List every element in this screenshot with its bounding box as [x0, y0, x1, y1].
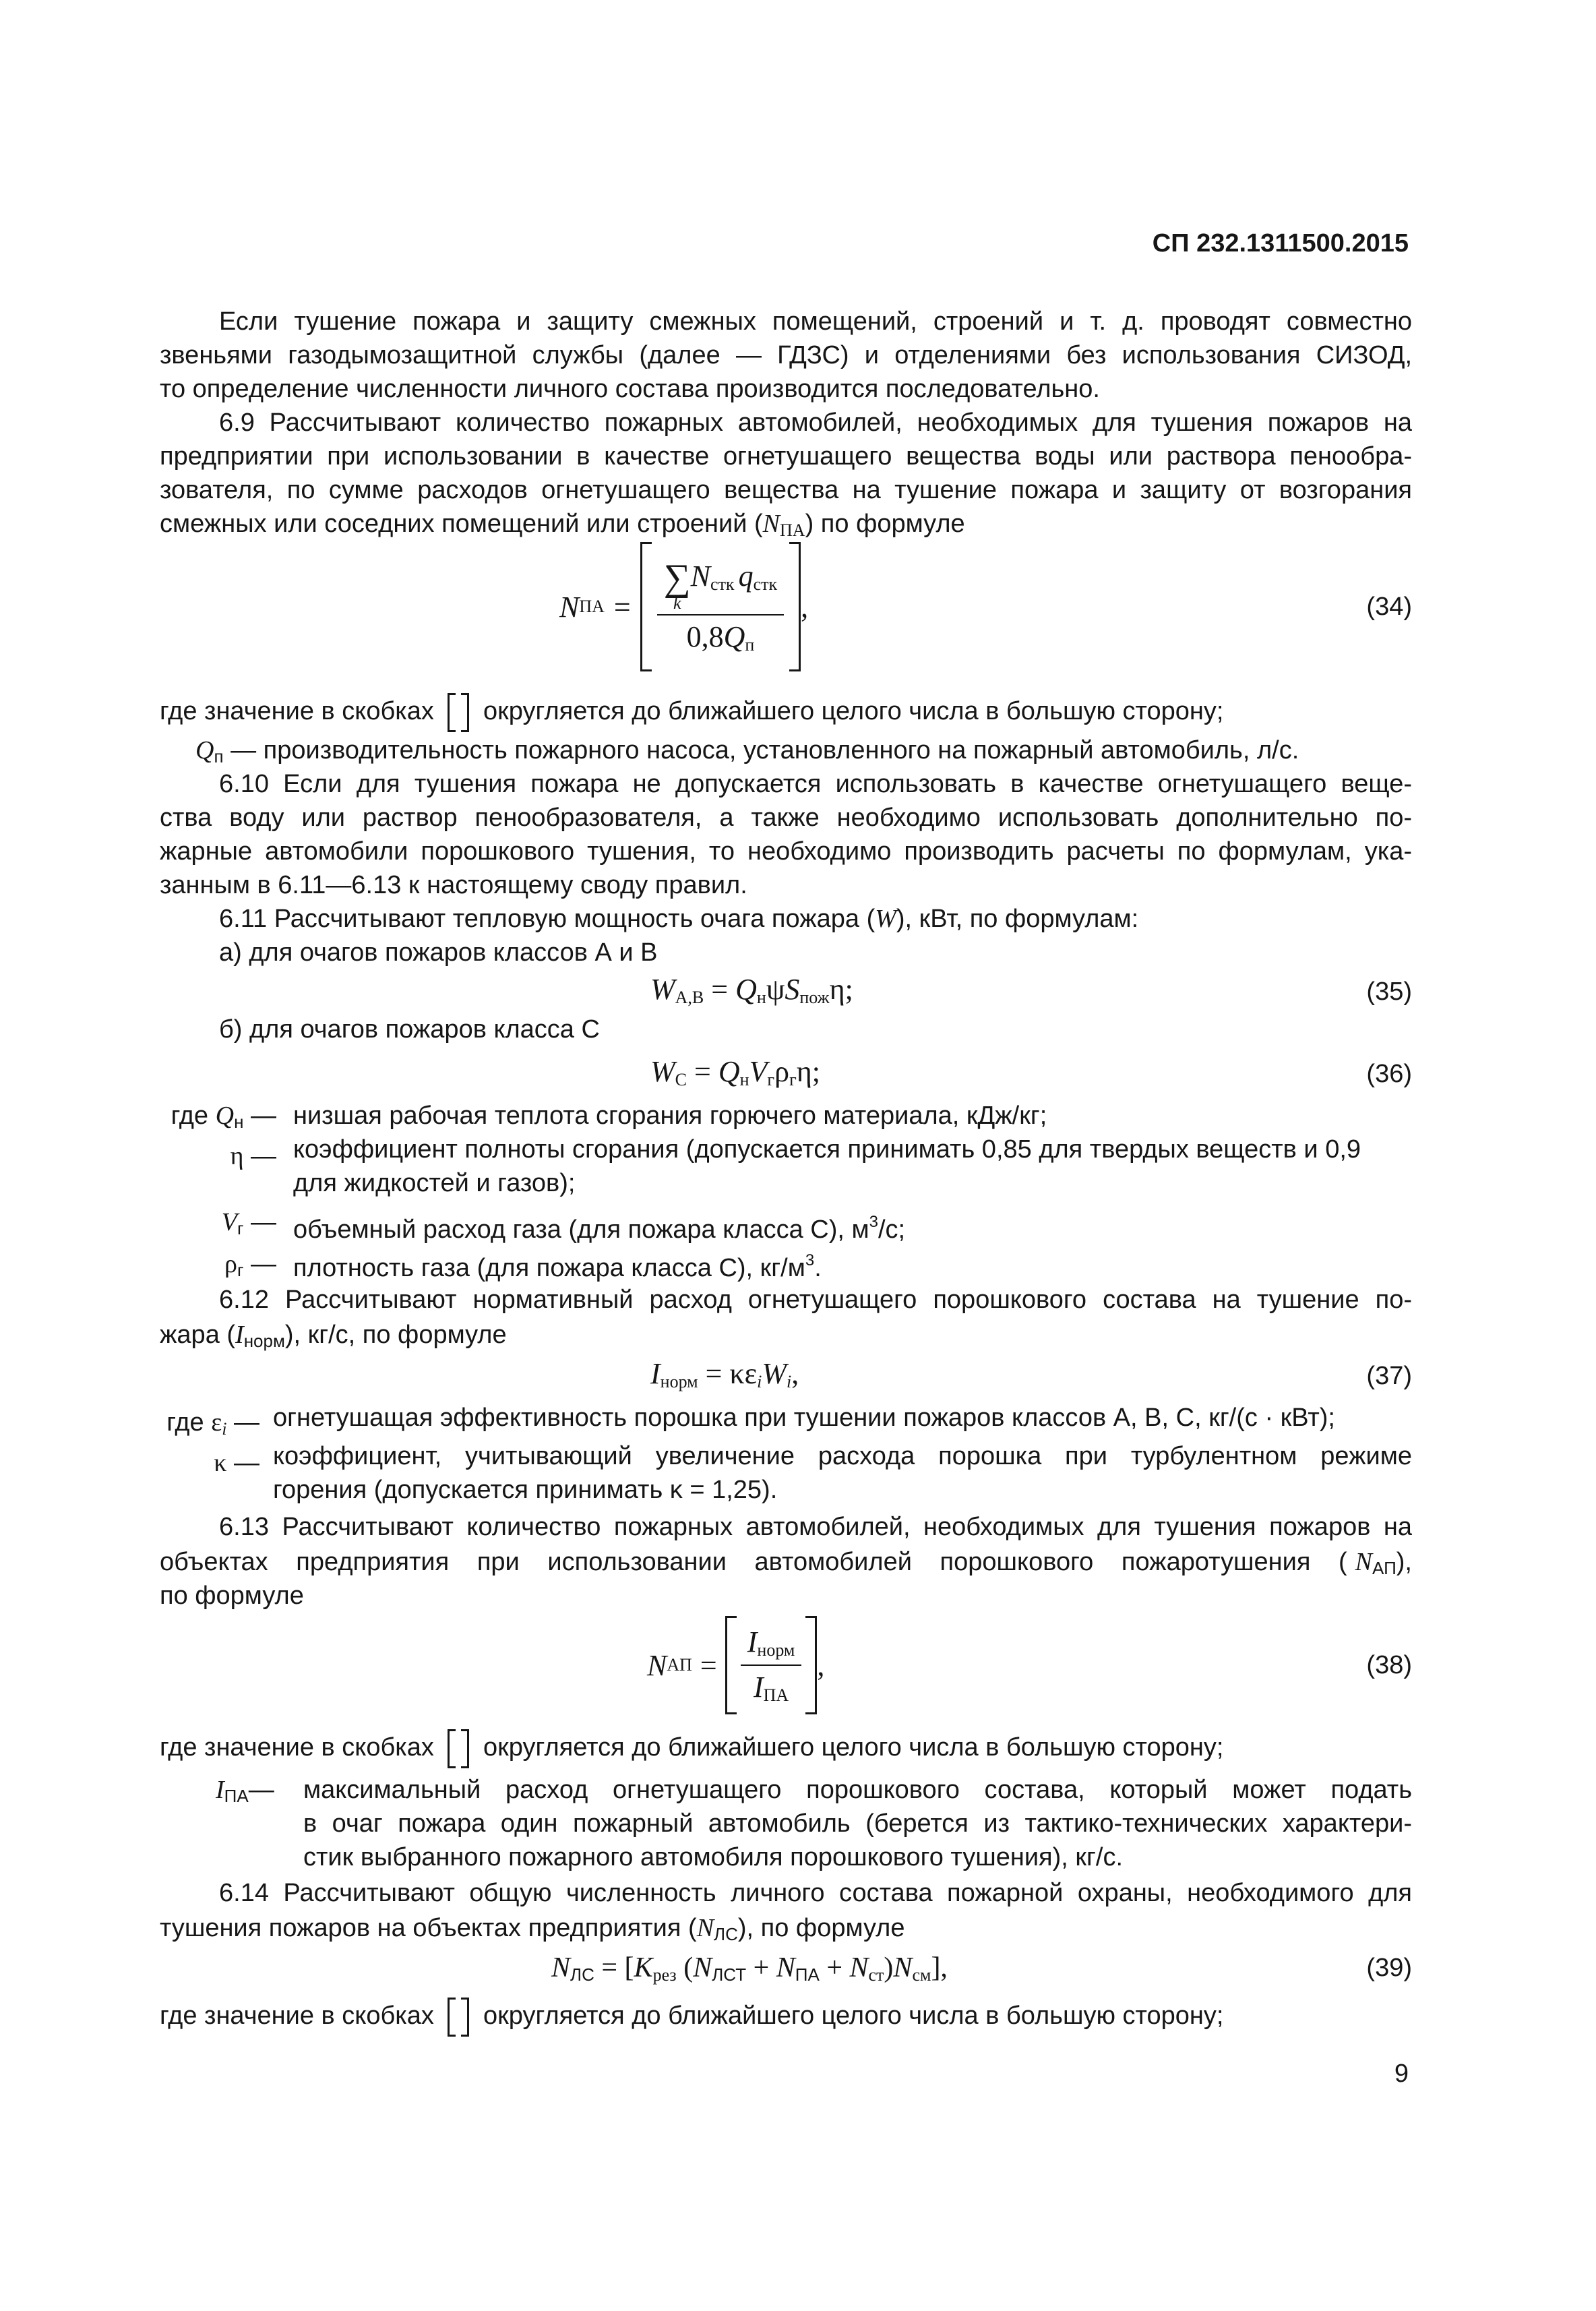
paragraph-6-13-line-1: 6.13 Рассчитывают количество пожарных автомобилей, необходимых для тушения пожаров на: [219, 1513, 1412, 1541]
math-symbol: N: [696, 1914, 714, 1942]
paragraph-intro-line-2: звеньями газодымозащитной службы (далее — ГДЗС) и отделениями без использования СИЗОД,: [160, 341, 1412, 369]
equals-sign: =: [700, 1648, 717, 1682]
text-run: 6.11 Рассчитывают тепловую мощность очага пожара (: [219, 905, 876, 933]
math-symbol: q: [738, 559, 754, 593]
definition-ipa-text-2: в очаг пожара один пожарный автомобиль (берется из тактико-технических характери-: [303, 1809, 1412, 1838]
math-symbol: ε: [744, 1357, 758, 1390]
equation-number-34: (34): [1366, 593, 1412, 621]
math-symbol: Q: [215, 1102, 235, 1130]
math-symbol: N: [1355, 1548, 1373, 1576]
definition-dash: —: [243, 1142, 276, 1170]
definition-eps-text: огнетушащая эффективность порошка при тушении пожаров классов А, В, С, кг/(с · кВт);: [273, 1404, 1335, 1432]
math-symbol: W: [762, 1357, 787, 1390]
paragraph-6-13-line-3: по формуле: [160, 1582, 304, 1610]
math-symbol: I: [650, 1357, 661, 1390]
paragraph-6-10-line-2: ства воду или раствор пенообразователя, а также необходимо использовать дополнительно по-: [160, 804, 1412, 832]
text-run: тушения пожаров на объектах предприятия (: [160, 1914, 697, 1942]
bracket-right-icon: [461, 1729, 469, 1768]
math-subscript: норм: [660, 1372, 698, 1391]
text-run: ) по формуле: [805, 510, 965, 538]
paragraph-6-14-line-2: [160, 1911, 904, 1951]
equation-38: [647, 1611, 824, 1719]
close-bracket: ],: [931, 1952, 948, 1983]
text-run: где: [171, 1102, 216, 1130]
summation-index: k: [673, 593, 681, 613]
bracket-right-icon: [461, 693, 469, 732]
paragraph-6-10-line-1: 6.10 Если для тушения пожара не допускается использовать в качестве огнетушащего веще-: [219, 770, 1412, 798]
math-superscript: 3: [869, 1213, 878, 1231]
math-subscript: г: [767, 1070, 775, 1089]
close-paren: ): [884, 1952, 894, 1983]
math-symbol: N: [776, 1952, 795, 1983]
item-b: б) для очагов пожаров класса С: [219, 1015, 600, 1044]
right-ceiling-bracket: [789, 542, 801, 671]
equation-number-36: (36): [1366, 1060, 1412, 1088]
math-subscript: н: [234, 1112, 244, 1132]
math-subscript: ЛС: [570, 1964, 594, 1985]
equation-comma: ,: [791, 1357, 799, 1390]
paragraph-6-13-line-2: [160, 1545, 1412, 1585]
math-subscript: ПА: [224, 1786, 249, 1806]
equation-35: [650, 971, 853, 1017]
math-symbol: I: [235, 1321, 244, 1349]
math-symbol: N: [559, 590, 580, 624]
math-subscript: ЛС: [714, 1924, 738, 1944]
math-symbol: N: [693, 1952, 712, 1983]
equation-37: [650, 1355, 799, 1401]
text-run: ),: [1396, 1548, 1412, 1576]
math-symbol: I: [747, 1625, 758, 1658]
definition-dash: —: [226, 1449, 259, 1477]
math-symbol: I: [753, 1671, 764, 1704]
equals-sign: =: [698, 1357, 730, 1390]
definition-dash: —: [243, 1208, 276, 1236]
left-ceiling-bracket: [725, 1616, 737, 1714]
paragraph-intro-line-3: то определение численности личного состава производится последовательно.: [160, 375, 1100, 403]
math-symbol: Q: [195, 736, 214, 764]
definition-rho-symbol: [135, 1247, 276, 1287]
definition-dash: —: [243, 1102, 276, 1130]
math-subscript: рез: [652, 1965, 677, 1985]
paragraph-6-9-line-3: зователя, по сумме расходов огнетушащего вещества на тушение пожара и защиту от возгорания: [160, 476, 1412, 504]
definition-eta-text-2: для жидкостей и газов);: [293, 1169, 576, 1197]
bracket-left-icon: [448, 693, 456, 732]
math-symbol: N: [551, 1952, 571, 1983]
definition-ipa-symbol: [216, 1773, 274, 1813]
text-run: /с;: [878, 1215, 906, 1244]
math-symbol: η: [230, 1142, 244, 1170]
paragraph-intro-line-1: Если тушение пожара и защиту смежных помещений, строений и т. д. проводят совместно: [219, 307, 1412, 336]
math-symbol: Q: [723, 620, 745, 653]
equation-comma: ,: [801, 590, 809, 624]
equals-sign: =: [704, 973, 736, 1006]
math-subscript: г: [237, 1260, 244, 1280]
math-subscript: i: [222, 1419, 227, 1439]
bracket-note-3: [160, 1998, 1223, 2037]
math-subscript: С: [675, 1070, 687, 1089]
equation-number-39: (39): [1366, 1954, 1412, 1982]
paragraph-6-12-line-1: 6.12 Рассчитывают нормативный расход огнетушащего порошкового состава на тушение по-: [219, 1286, 1412, 1314]
math-subscript: ПА: [780, 520, 805, 540]
math-symbol: V: [221, 1208, 237, 1236]
math-subscript: г: [237, 1218, 244, 1238]
math-subscript: стк: [753, 574, 778, 594]
math-subscript: i: [757, 1372, 762, 1391]
definition-eta-symbol: [135, 1139, 276, 1173]
fraction-34: [657, 556, 784, 655]
math-symbol: η;: [829, 973, 853, 1006]
text-run: ), кг/с, по формуле: [284, 1321, 507, 1349]
math-superscript: 3: [805, 1251, 815, 1269]
equation-36: [650, 1053, 820, 1099]
math-subscript: АП: [667, 1655, 692, 1675]
text-run: .: [814, 1254, 822, 1282]
definition-dash: —: [248, 1776, 274, 1804]
equation-comma: ,: [817, 1648, 825, 1682]
math-symbol: κ: [214, 1449, 227, 1477]
equation-number-37: (37): [1366, 1362, 1412, 1390]
text-run: ), по формуле: [737, 1914, 905, 1942]
math-subscript: ПА: [763, 1685, 789, 1705]
math-symbol: ρ: [774, 1055, 790, 1088]
math-subscript: норм: [243, 1331, 285, 1351]
math-symbol: ρ: [224, 1250, 237, 1278]
equals-bracket: = [: [594, 1952, 634, 1983]
text-run: округляется до ближайшего целого числа в большую сторону;: [483, 697, 1224, 726]
paragraph-6-10-line-3: жарные автомобили порошкового тушения, то необходимо производить расчеты по формулам, ука-: [160, 837, 1412, 866]
math-subscript: п: [745, 634, 755, 655]
math-subscript: ст: [868, 1965, 884, 1985]
equation-39: [551, 1948, 948, 1994]
item-a: а) для очагов пожаров классов А и В: [219, 938, 658, 967]
math-subscript: ПА: [795, 1964, 820, 1985]
math-subscript: стк: [710, 574, 735, 594]
math-symbol: K: [634, 1952, 653, 1983]
fraction-denominator: [657, 614, 784, 655]
text-run: жара (: [160, 1321, 236, 1349]
paragraph-6-11: [219, 902, 1138, 936]
math-symbol: N: [762, 510, 780, 538]
math-subscript: i: [787, 1372, 792, 1391]
fraction-numerator: [741, 1625, 802, 1664]
math-symbol: ψ: [766, 973, 785, 1006]
equals-sign: =: [687, 1055, 718, 1088]
paragraph-6-10-line-4: занным в 6.11—6.13 к настоящему своду правил.: [160, 871, 747, 899]
document-code-header: СП 232.1311500.2015: [1152, 229, 1409, 258]
definition-vg-text: [293, 1205, 905, 1247]
math-symbol: N: [893, 1952, 913, 1983]
plus-sign: +: [819, 1952, 850, 1983]
math-symbol: W: [650, 973, 675, 1006]
plus-sign: +: [746, 1952, 776, 1983]
bracket-left-icon: [448, 1729, 456, 1768]
bracket-note-1: [160, 693, 1223, 732]
definition-kappa-text-2: горения (допускается принимать κ = 1,25).: [273, 1476, 778, 1504]
definition-rho-text: [293, 1244, 822, 1285]
math-symbol: W: [650, 1055, 675, 1088]
definition-ipa-text-1: максимальный расход огнетушащего порошкового состава, который может подать: [303, 1776, 1412, 1804]
text-run: где: [166, 1408, 212, 1437]
bracket-note-2: [160, 1729, 1223, 1768]
equals-sign: =: [613, 590, 631, 624]
fraction-numerator: [657, 556, 784, 614]
math-subscript: ПА: [579, 597, 605, 616]
summation-sign: ∑: [663, 556, 691, 599]
math-subscript: н: [756, 988, 766, 1007]
paragraph-6-9-line-1: 6.9 Рассчитывают количество пожарных автомобилей, необходимых для тушения пожаров на: [219, 409, 1412, 437]
math-subscript: см: [912, 1965, 931, 1985]
definition-qn-text: низшая рабочая теплота сгорания горючего материала, кДж/кг;: [293, 1102, 1047, 1130]
math-symbol: η;: [796, 1055, 820, 1088]
math-subscript: ЛСТ: [712, 1964, 747, 1985]
math-subscript: н: [739, 1070, 749, 1089]
math-subscript: п: [214, 746, 224, 767]
definition-qn-symbol: [135, 1099, 276, 1139]
text-run: округляется до ближайшего целого числа в большую сторону;: [483, 2002, 1224, 2031]
definition-eps-symbol: [135, 1406, 259, 1446]
text-run: ), кВт, по формулам:: [896, 905, 1139, 933]
paragraph-6-14-line-1: 6.14 Рассчитывают общую численность личного состава пожарной охраны, необходимого для: [219, 1879, 1412, 1907]
math-number: 0,8: [686, 620, 724, 653]
open-paren: (: [676, 1952, 694, 1983]
fraction-denominator: [741, 1664, 802, 1706]
page-number: 9: [1394, 2060, 1409, 2088]
math-subscript: норм: [757, 1640, 795, 1660]
text-run: где значение в скобках: [160, 1733, 434, 1762]
math-subscript: АП: [1372, 1558, 1396, 1578]
math-symbol: N: [647, 1648, 667, 1682]
definition-kappa-text-1: коэффициент, учитывающий увеличение расхода порошка при турбулентном режиме: [273, 1442, 1412, 1470]
fraction-38: [741, 1625, 802, 1706]
definition-dash: —: [226, 1408, 259, 1437]
math-symbol: Q: [735, 973, 757, 1006]
math-symbol: N: [849, 1952, 869, 1983]
definition-vg-symbol: [135, 1205, 276, 1245]
math-symbol: I: [216, 1776, 224, 1804]
left-ceiling-bracket: [640, 542, 652, 671]
text-run: объектах предприятия при использовании автомобилей порошкового пожаротушения (: [160, 1548, 1347, 1576]
right-ceiling-bracket: [805, 1616, 817, 1714]
text-run: где значение в скобках: [160, 2002, 434, 2031]
equation-34: [559, 539, 808, 674]
math-subscript: пож: [799, 988, 830, 1007]
text-run: [1355, 1545, 1412, 1585]
text-run: плотность газа (для пожара класса С), кг/м: [293, 1254, 805, 1282]
definition-eta-text-1: коэффициент полноты сгорания (допускается принимать 0,85 для твердых веществ и 0,9: [293, 1135, 1361, 1164]
math-symbol: κ: [729, 1357, 745, 1390]
paragraph-6-9-line-2: предприятии при использовании в качестве огнетушащего вещества воды или раствора пенообра-: [160, 442, 1412, 471]
math-symbol: V: [749, 1055, 768, 1088]
equation-number-35: (35): [1366, 978, 1412, 1006]
math-symbol: ε: [211, 1408, 222, 1437]
definition-kappa-symbol: [135, 1446, 259, 1480]
equation-number-38: (38): [1366, 1651, 1412, 1679]
definition-dash: —: [243, 1250, 276, 1278]
math-symbol: Q: [718, 1055, 740, 1088]
math-subscript: г: [789, 1070, 797, 1089]
text-run: — производительность пожарного насоса, установленного на пожарный автомобиль, л/с.: [223, 736, 1299, 764]
math-symbol: S: [785, 973, 800, 1006]
math-symbol: N: [690, 559, 711, 593]
text-run: объемный расход газа (для пожара класса С), м: [293, 1215, 869, 1244]
paragraph-6-12-line-2: [160, 1318, 507, 1358]
bracket-right-icon: [461, 1998, 469, 2037]
math-subscript: А,В: [675, 988, 704, 1007]
bracket-left-icon: [448, 1998, 456, 2037]
math-symbol: W: [875, 905, 896, 933]
text-run: округляется до ближайшего целого числа в большую сторону;: [483, 1733, 1224, 1762]
definition-ipa-text-3: стик выбранного пожарного автомобиля порошкового тушения), кг/с.: [303, 1843, 1123, 1871]
text-run: смежных или соседних помещений или строений (: [160, 510, 763, 538]
text-run: где значение в скобках: [160, 697, 434, 726]
